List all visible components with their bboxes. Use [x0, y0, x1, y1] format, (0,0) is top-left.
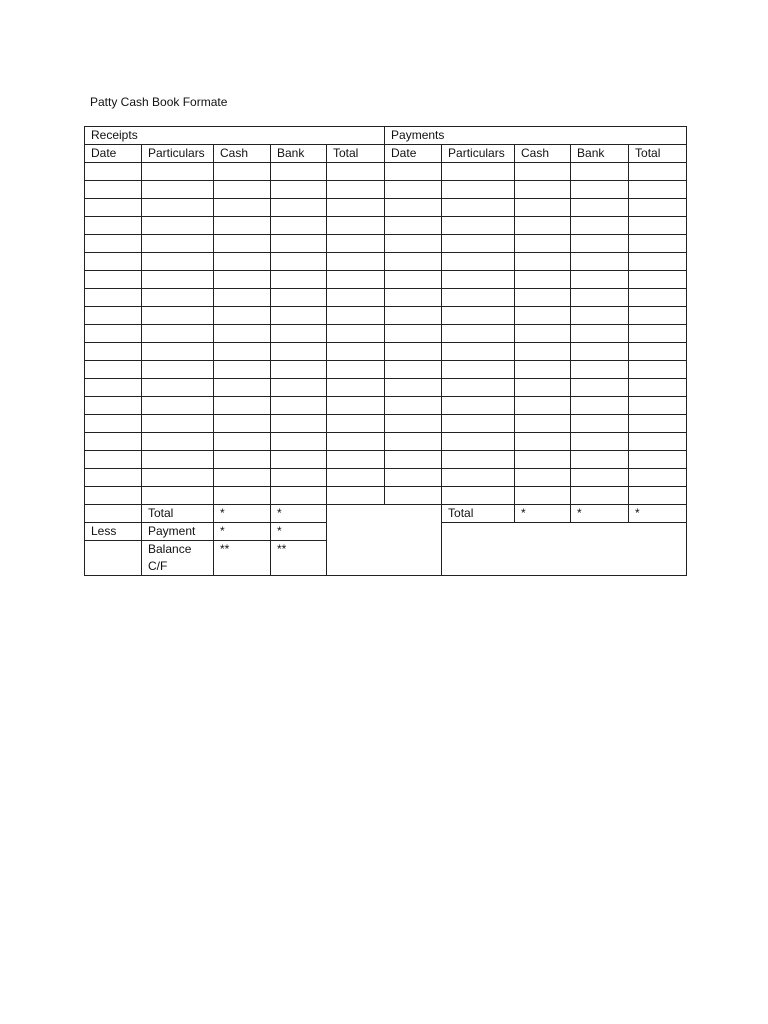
- ledger-entry-cell: [442, 217, 515, 235]
- ledger-entry-cell: [142, 325, 214, 343]
- ledger-entry-cell: [571, 415, 629, 433]
- ledger-entry-cell: [142, 235, 214, 253]
- ledger-entry-cell: [629, 235, 687, 253]
- ledger-entry-cell: [327, 433, 385, 451]
- ledger-entry-cell: [385, 451, 442, 469]
- ledger-entry-cell: [85, 181, 142, 199]
- ledger-entry-cell: [271, 379, 327, 397]
- payment-cash: *: [214, 523, 271, 541]
- ledger-entry-cell: [271, 235, 327, 253]
- ledger-entry-cell: [142, 379, 214, 397]
- ledger-entry-cell: [571, 307, 629, 325]
- ledger-entry-cell: [442, 343, 515, 361]
- ledger-entry-cell: [515, 487, 571, 505]
- totals-date-cell: [85, 505, 142, 523]
- ledger-entry-cell: [629, 343, 687, 361]
- summary-blank-block: [327, 505, 442, 576]
- ledger-entry-cell: [214, 271, 271, 289]
- payments-summary-blank-block: [442, 523, 687, 576]
- section-header-row: [85, 127, 687, 145]
- ledger-entry-cell: [385, 343, 442, 361]
- ledger-entry-cell: [142, 397, 214, 415]
- ledger-entry-cell: [327, 307, 385, 325]
- ledger-entry-cell: [515, 199, 571, 217]
- ledger-entry-cell: [515, 235, 571, 253]
- ledger-entry-cell: [442, 397, 515, 415]
- receipts-section-header: Receipts: [85, 127, 385, 145]
- ledger-entry-cell: [442, 325, 515, 343]
- ledger-entry-row: [85, 325, 687, 343]
- ledger-entry-row: [85, 289, 687, 307]
- ledger-entry-cell: [442, 253, 515, 271]
- receipts-date-header: Date: [85, 145, 142, 163]
- ledger-entry-cell: [327, 415, 385, 433]
- ledger-entry-row: [85, 181, 687, 199]
- ledger-entry-cell: [515, 325, 571, 343]
- ledger-entry-cell: [385, 307, 442, 325]
- ledger-entry-cell: [85, 271, 142, 289]
- ledger-entry-cell: [271, 415, 327, 433]
- ledger-entry-cell: [85, 289, 142, 307]
- ledger-entry-cell: [385, 397, 442, 415]
- petty-cash-book-table: [84, 126, 687, 576]
- ledger-entry-cell: [214, 163, 271, 181]
- ledger-entry-cell: [442, 235, 515, 253]
- ledger-entry-cell: [629, 289, 687, 307]
- ledger-entry-cell: [271, 361, 327, 379]
- ledger-entry-row: [85, 271, 687, 289]
- less-label: Less: [85, 523, 142, 541]
- ledger-entry-cell: [385, 181, 442, 199]
- ledger-entry-cell: [271, 181, 327, 199]
- ledger-entry-cell: [214, 307, 271, 325]
- ledger-entry-cell: [629, 451, 687, 469]
- ledger-entry-row: [85, 343, 687, 361]
- ledger-entry-cell: [629, 469, 687, 487]
- ledger-entry-row: [85, 235, 687, 253]
- ledger-entry-cell: [214, 235, 271, 253]
- ledger-entry-cell: [571, 469, 629, 487]
- ledger-entry-cell: [515, 433, 571, 451]
- ledger-entry-cell: [327, 253, 385, 271]
- ledger-entry-row: [85, 253, 687, 271]
- ledger-entry-cell: [327, 397, 385, 415]
- ledger-entry-cell: [271, 271, 327, 289]
- ledger-entry-cell: [271, 487, 327, 505]
- ledger-entry-cell: [385, 361, 442, 379]
- ledger-entry-cell: [142, 199, 214, 217]
- ledger-entry-cell: [385, 253, 442, 271]
- payments-section-header: Payments: [385, 127, 687, 145]
- ledger-entry-cell: [571, 235, 629, 253]
- ledger-entry-cell: [85, 325, 142, 343]
- ledger-entry-cell: [142, 163, 214, 181]
- ledger-entry-cell: [571, 343, 629, 361]
- ledger-entry-cell: [571, 397, 629, 415]
- ledger-entry-cell: [327, 325, 385, 343]
- ledger-entry-cell: [571, 163, 629, 181]
- ledger-entry-cell: [571, 271, 629, 289]
- ledger-entry-cell: [327, 289, 385, 307]
- ledger-entry-cell: [327, 235, 385, 253]
- ledger-entry-cell: [85, 217, 142, 235]
- ledger-entry-cell: [515, 379, 571, 397]
- payments-total-bank: *: [571, 505, 629, 523]
- ledger-entry-row: [85, 451, 687, 469]
- ledger-entry-row: [85, 163, 687, 181]
- ledger-entry-cell: [571, 451, 629, 469]
- ledger-entry-cell: [385, 163, 442, 181]
- payments-total-header: Total: [629, 145, 687, 163]
- ledger-entry-cell: [442, 163, 515, 181]
- ledger-entry-cell: [142, 307, 214, 325]
- ledger-entry-cell: [85, 415, 142, 433]
- ledger-entry-cell: [515, 415, 571, 433]
- totals-row: [85, 505, 687, 523]
- receipts-bank-header: Bank: [271, 145, 327, 163]
- ledger-entry-cell: [385, 415, 442, 433]
- ledger-entry-cell: [271, 469, 327, 487]
- column-header-row: [85, 145, 687, 163]
- payments-cash-header: Cash: [515, 145, 571, 163]
- ledger-entry-cell: [142, 451, 214, 469]
- ledger-entry-cell: [214, 217, 271, 235]
- ledger-entry-cell: [327, 343, 385, 361]
- ledger-entry-cell: [142, 253, 214, 271]
- ledger-entry-cell: [515, 307, 571, 325]
- ledger-entry-cell: [629, 199, 687, 217]
- ledger-entry-cell: [629, 487, 687, 505]
- ledger-entry-cell: [85, 253, 142, 271]
- ledger-entry-cell: [442, 289, 515, 307]
- ledger-entry-cell: [629, 415, 687, 433]
- payments-bank-header: Bank: [571, 145, 629, 163]
- ledger-entry-cell: [214, 397, 271, 415]
- ledger-entry-cell: [629, 253, 687, 271]
- ledger-entry-cell: [385, 379, 442, 397]
- ledger-entry-cell: [385, 289, 442, 307]
- balance-cash: **: [214, 541, 271, 576]
- ledger-entry-cell: [571, 199, 629, 217]
- ledger-entry-cell: [629, 433, 687, 451]
- ledger-entry-cell: [85, 487, 142, 505]
- ledger-entry-cell: [142, 433, 214, 451]
- ledger-entry-cell: [85, 361, 142, 379]
- ledger-entry-cell: [442, 181, 515, 199]
- ledger-entry-cell: [271, 325, 327, 343]
- ledger-entry-cell: [629, 271, 687, 289]
- ledger-entry-cell: [214, 433, 271, 451]
- ledger-entry-cell: [271, 433, 327, 451]
- ledger-entry-cell: [142, 361, 214, 379]
- ledger-entry-cell: [442, 487, 515, 505]
- ledger-entry-cell: [629, 181, 687, 199]
- ledger-entry-cell: [385, 325, 442, 343]
- ledger-entry-cell: [385, 199, 442, 217]
- ledger-entry-cell: [515, 469, 571, 487]
- ledger-entry-cell: [385, 433, 442, 451]
- ledger-entry-row: [85, 307, 687, 325]
- ledger-entry-cell: [85, 307, 142, 325]
- ledger-entry-cell: [214, 181, 271, 199]
- ledger-entry-cell: [85, 379, 142, 397]
- ledger-entry-cell: [571, 433, 629, 451]
- ledger-entry-cell: [142, 181, 214, 199]
- ledger-entry-cell: [142, 415, 214, 433]
- ledger-entry-cell: [142, 217, 214, 235]
- payments-total-label: Total: [442, 505, 515, 523]
- ledger-entry-cell: [271, 217, 327, 235]
- ledger-entry-cell: [271, 307, 327, 325]
- ledger-entry-cell: [271, 343, 327, 361]
- payment-bank: *: [271, 523, 327, 541]
- ledger-entry-cell: [271, 163, 327, 181]
- ledger-entry-cell: [442, 469, 515, 487]
- ledger-entry-cell: [515, 451, 571, 469]
- ledger-entry-cell: [327, 271, 385, 289]
- ledger-entry-cell: [385, 235, 442, 253]
- ledger-entry-cell: [214, 289, 271, 307]
- ledger-entry-cell: [142, 469, 214, 487]
- ledger-entry-row: [85, 469, 687, 487]
- ledger-entry-cell: [629, 397, 687, 415]
- ledger-entry-cell: [571, 217, 629, 235]
- ledger-entry-cell: [571, 379, 629, 397]
- ledger-entry-cell: [629, 325, 687, 343]
- ledger-entry-cell: [85, 469, 142, 487]
- ledger-entry-cell: [515, 343, 571, 361]
- ledger-entry-cell: [271, 397, 327, 415]
- ledger-entry-cell: [142, 487, 214, 505]
- ledger-entry-cell: [442, 271, 515, 289]
- ledger-entry-cell: [214, 451, 271, 469]
- ledger-entry-cell: [142, 289, 214, 307]
- ledger-entry-row: [85, 217, 687, 235]
- ledger-entry-cell: [214, 199, 271, 217]
- ledger-entry-cell: [442, 451, 515, 469]
- ledger-entry-cell: [629, 217, 687, 235]
- ledger-entry-cell: [214, 361, 271, 379]
- ledger-entry-cell: [571, 325, 629, 343]
- ledger-entry-cell: [214, 343, 271, 361]
- ledger-entry-cell: [271, 199, 327, 217]
- ledger-entry-cell: [515, 397, 571, 415]
- ledger-entry-cell: [327, 361, 385, 379]
- ledger-entry-row: [85, 397, 687, 415]
- ledger-entry-cell: [214, 253, 271, 271]
- ledger-entry-cell: [271, 289, 327, 307]
- ledger-entry-cell: [442, 361, 515, 379]
- ledger-entry-cell: [85, 199, 142, 217]
- ledger-entry-cell: [515, 163, 571, 181]
- ledger-entry-cell: [442, 415, 515, 433]
- receipts-total-label: Total: [142, 505, 214, 523]
- ledger-entry-cell: [214, 415, 271, 433]
- ledger-entry-cell: [515, 271, 571, 289]
- ledger-entry-cell: [85, 163, 142, 181]
- ledger-entry-cell: [214, 379, 271, 397]
- ledger-entry-cell: [142, 271, 214, 289]
- ledger-entry-cell: [327, 469, 385, 487]
- ledger-entry-cell: [629, 379, 687, 397]
- ledger-entry-cell: [327, 199, 385, 217]
- ledger-entry-cell: [271, 451, 327, 469]
- ledger-entry-cell: [385, 271, 442, 289]
- ledger-entry-cell: [571, 361, 629, 379]
- ledger-entry-cell: [515, 289, 571, 307]
- balance-bank: **: [271, 541, 327, 576]
- payments-total-total: *: [629, 505, 687, 523]
- ledger-entry-row: [85, 199, 687, 217]
- ledger-entry-cell: [442, 199, 515, 217]
- ledger-entry-cell: [214, 469, 271, 487]
- ledger-entry-cell: [327, 487, 385, 505]
- ledger-entry-row: [85, 379, 687, 397]
- payments-particulars-header: Particulars: [442, 145, 515, 163]
- ledger-entry-cell: [327, 379, 385, 397]
- ledger-entry-row: [85, 415, 687, 433]
- ledger-entry-cell: [442, 379, 515, 397]
- ledger-entry-cell: [327, 217, 385, 235]
- ledger-entry-cell: [85, 451, 142, 469]
- balance-cf-label: Balance C/F: [142, 541, 214, 576]
- receipts-cash-header: Cash: [214, 145, 271, 163]
- receipts-total-bank: *: [271, 505, 327, 523]
- ledger-entry-cell: [327, 163, 385, 181]
- ledger-entry-cell: [214, 325, 271, 343]
- payments-total-cash: *: [515, 505, 571, 523]
- payment-label: Payment: [142, 523, 214, 541]
- ledger-entry-cell: [85, 397, 142, 415]
- receipts-particulars-header: Particulars: [142, 145, 214, 163]
- ledger-entry-cell: [214, 487, 271, 505]
- ledger-entry-cell: [85, 235, 142, 253]
- document-title: Patty Cash Book Formate: [90, 95, 228, 109]
- receipts-total-header: Total: [327, 145, 385, 163]
- ledger-entry-cell: [385, 487, 442, 505]
- ledger-entry-cell: [515, 361, 571, 379]
- ledger-entry-cell: [385, 469, 442, 487]
- ledger-entry-cell: [515, 217, 571, 235]
- ledger-entry-cell: [629, 361, 687, 379]
- ledger-entry-cell: [385, 217, 442, 235]
- ledger-entry-cell: [327, 181, 385, 199]
- ledger-entry-cell: [629, 307, 687, 325]
- ledger-entry-cell: [571, 181, 629, 199]
- ledger-entry-cell: [571, 253, 629, 271]
- payments-date-header: Date: [385, 145, 442, 163]
- ledger-entry-cell: [442, 433, 515, 451]
- ledger-entry-cell: [571, 289, 629, 307]
- ledger-entry-cell: [442, 307, 515, 325]
- ledger-entry-row: [85, 433, 687, 451]
- ledger-entry-cell: [85, 343, 142, 361]
- ledger-entry-cell: [271, 253, 327, 271]
- ledger-entry-cell: [515, 253, 571, 271]
- ledger-entry-cell: [85, 433, 142, 451]
- ledger-entry-cell: [629, 163, 687, 181]
- ledger-entry-cell: [142, 343, 214, 361]
- receipts-total-cash: *: [214, 505, 271, 523]
- ledger-entry-row: [85, 361, 687, 379]
- ledger-entry-row: [85, 487, 687, 505]
- balance-date-cell: [85, 541, 142, 576]
- ledger-entry-cell: [515, 181, 571, 199]
- ledger-entry-cell: [571, 487, 629, 505]
- ledger-entry-cell: [327, 451, 385, 469]
